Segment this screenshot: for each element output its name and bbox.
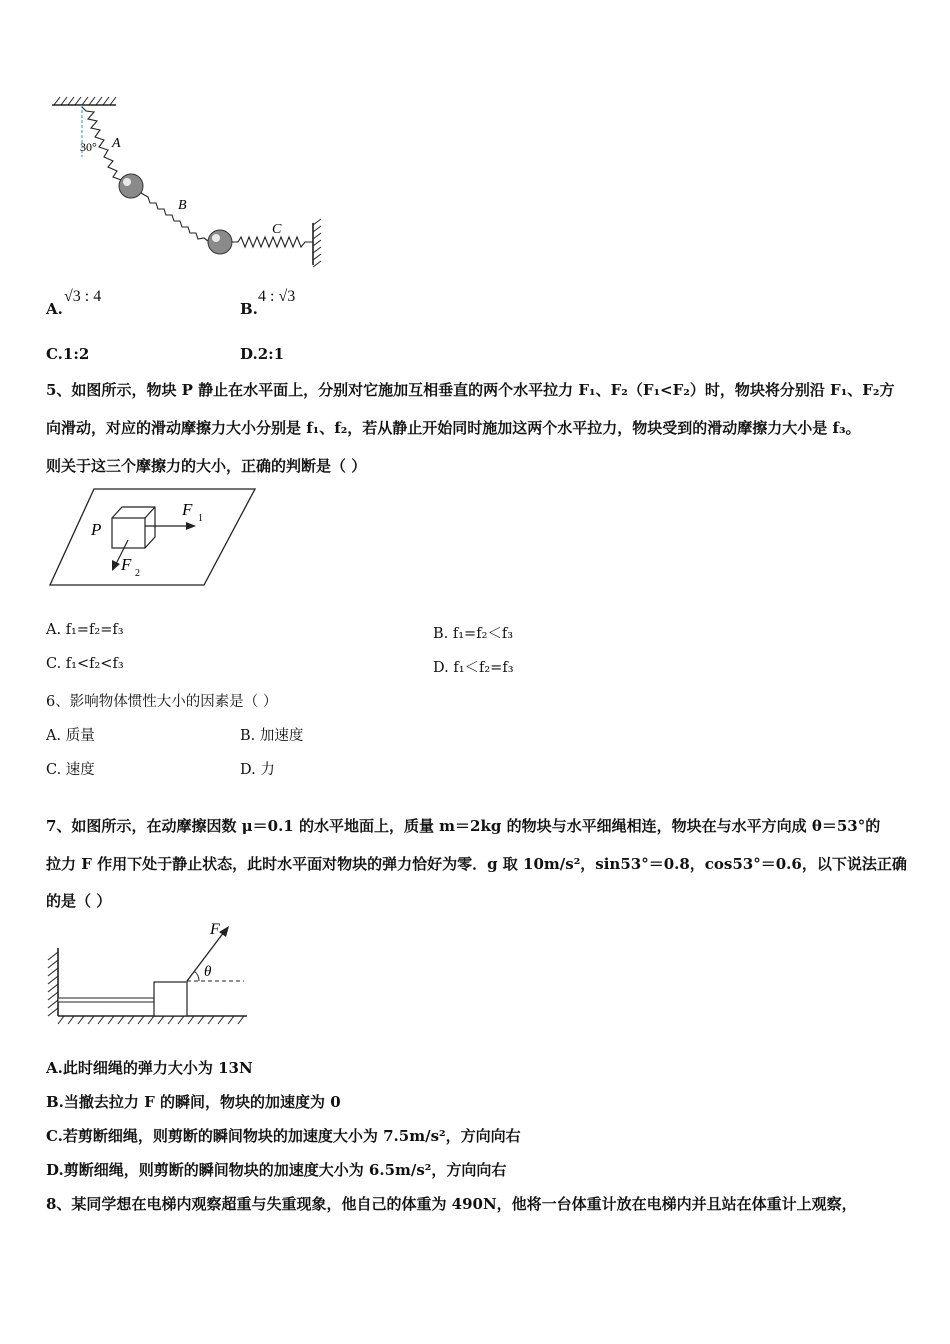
q5-stem-line-1: 5、如图所示，物块 P 静止在水平面上，分别对它施加互相垂直的两个水平拉力 F₁、F₂（F₁<F₂）时，物块将分别沿 F₁、F₂方	[46, 381, 895, 399]
spring-b	[141, 193, 208, 241]
q7-label-theta: θ	[204, 964, 212, 980]
q5-option-d: D. f₁＜f₂=f₃	[433, 660, 514, 676]
q4-option-b-letter: B.	[240, 300, 258, 318]
q5-stem-line-2: 向滑动，对应的滑动摩擦力大小分别是 f₁、f₂，若从静止开始同时施加这两个水平拉力，物块受到的滑动摩擦力大小是 f₃。	[46, 419, 861, 437]
q4-option-a-value: √3 : 4	[64, 288, 102, 305]
q8-stem-line-1: 8、某同学想在电梯内观察超重与失重现象，他自己的体重为 490N，他将一台体重计放在电梯内并且站在体重计上观察，	[46, 1195, 857, 1213]
q4-label-c: C	[272, 222, 282, 237]
q6-option-b: B. 加速度	[240, 728, 304, 744]
q7-label-f: F	[210, 921, 220, 938]
q4-option-d: D.2:1	[240, 345, 285, 363]
q4-option-b-value: 4 : √3	[258, 288, 296, 305]
q7-stem-line-3: 的是（ ）	[46, 892, 112, 910]
q4-option-c: C.1:2	[46, 345, 90, 363]
q5-label-f1: F	[182, 500, 193, 519]
q6-option-d: D. 力	[240, 762, 275, 778]
q4-label-b: B	[178, 198, 187, 213]
ball-2	[208, 230, 232, 254]
q6-option-c: C. 速度	[46, 762, 95, 778]
q7-stem-line-1: 7、如图所示，在动摩擦因数 μ＝0.1 的水平地面上，质量 m＝2kg 的物块与水平细绳相连，物块在与水平方向成 θ＝53°的	[46, 817, 881, 835]
q7-option-c: C.若剪断细绳，则剪断的瞬间物块的加速度大小为 7.5m/s²，方向向右	[46, 1127, 521, 1145]
q4-option-a-letter: A.	[46, 300, 63, 318]
q4-spring-figure	[40, 95, 340, 275]
q5-label-f1-sub: 1	[198, 513, 203, 524]
q7-option-d: D.剪断细绳，则剪断的瞬间物块的加速度大小为 6.5m/s²，方向向右	[46, 1161, 507, 1179]
q4-label-a: A	[112, 136, 121, 151]
q7-option-b: B.当撤去拉力 F 的瞬间，物块的加速度为 0	[46, 1093, 341, 1111]
spring-c	[232, 237, 313, 247]
q4-angle-label: 30°	[80, 140, 97, 154]
q5-option-b: B. f₁=f₂＜f₃	[433, 626, 514, 642]
q5-option-a: A. f₁=f₂=f₃	[46, 622, 124, 638]
ball-1	[119, 174, 143, 198]
q7-stem-line-2: 拉力 F 作用下处于静止状态，此时水平面对物块的弹力恰好为零．g 取 10m/s²，sin53°＝0.8，cos53°＝0.6，以下说法正确	[46, 855, 907, 873]
q7-block-figure	[44, 920, 254, 1030]
q7-option-a: A.此时细绳的弹力大小为 13N	[46, 1059, 253, 1077]
q5-label-f2: F	[121, 555, 132, 574]
q5-stem-line-3: 则关于这三个摩擦力的大小，正确的判断是（ ）	[46, 457, 367, 475]
q5-block-figure	[46, 486, 261, 590]
q6-stem: 6、影响物体惯性大小的因素是（ ）	[46, 694, 278, 710]
q5-option-c: C. f₁<f₂<f₃	[46, 656, 124, 672]
q5-label-f2-sub: 2	[135, 568, 140, 579]
q5-label-p: P	[91, 520, 102, 539]
q6-option-a: A. 质量	[46, 728, 95, 744]
